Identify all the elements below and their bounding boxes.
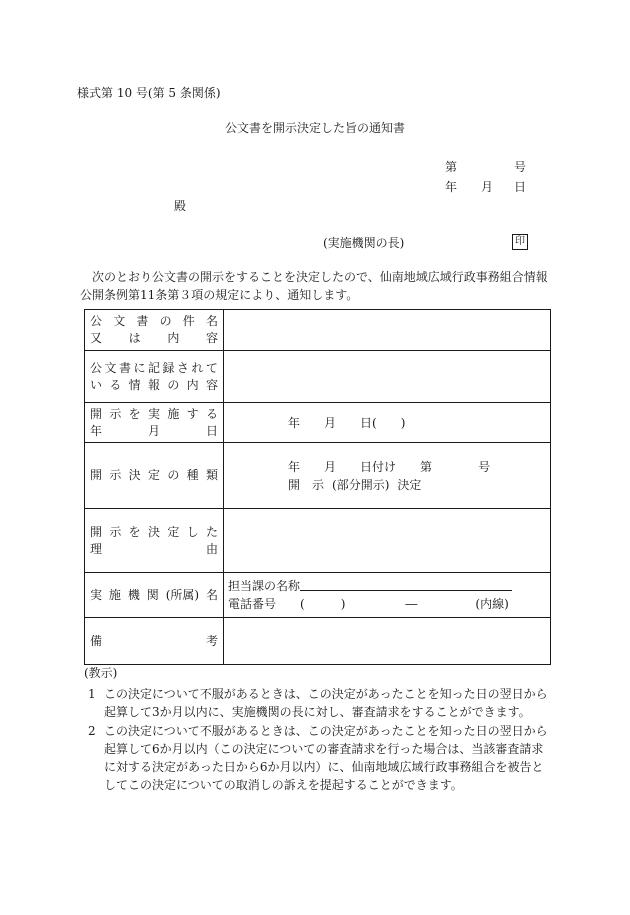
label-decision-type: 開 示 決 定 の 種 類 <box>85 443 224 509</box>
table-row-decision-reason <box>85 509 551 573</box>
tel-label: 電話番号 <box>228 597 277 611</box>
document-title: 公文書を開示決定した旨の通知書 <box>224 121 405 135</box>
number-go: 号 <box>514 160 527 174</box>
instructions-heading: (教示) <box>84 666 118 680</box>
label-document-name: 公 文 書 の 件 名 又 は 内 容 <box>85 310 224 351</box>
label-recorded-info: 公 文 書 に 記 録 さ れ て い る 情 報 の 内 容 <box>85 351 224 403</box>
value-document-name[interactable] <box>224 310 551 351</box>
disclosure-table <box>84 309 551 665</box>
value-decision-type[interactable]: 年 月 日付け 第 号 開 示 (部分開示) 決定 <box>224 443 551 509</box>
instruction-item-1: 1 この決定について不服があるときは、この決定があったことを知った日の翌日から起算して3か月以内に、実施機関の長に対し、審査請求をすることができます。 <box>88 687 548 719</box>
tanto-underline <box>300 577 512 591</box>
table-row-disclosure-date <box>85 403 551 443</box>
instruction-item-2: 2 この決定について不服があるときは、この決定があったことを知った日の翌日から起算して6か月以内（この決定についての審査請求を行った場合は、当該審査請求に対する決定があった日から6か月以内）に、仙南地域広域行政事務組合を被告としてこの決定についての取消しの訴えを提起することができます。 <box>88 724 548 792</box>
table-row-decision-type <box>85 443 551 509</box>
table-row-implementing-agency <box>85 573 551 618</box>
table-row-remarks <box>85 618 551 665</box>
label-remarks: 備 考 <box>85 618 224 665</box>
form-number: 様式第 10 号(第 5 条関係) <box>77 86 221 100</box>
date-month: 月 <box>481 180 494 194</box>
addressee-tono: 殿 <box>174 199 187 213</box>
table-row-document-name <box>85 310 551 351</box>
agency-head-label: (実施機関の長) <box>323 236 405 250</box>
value-implementing-agency[interactable]: 担当課の名称 電話番号 ( ) ― (内線) <box>224 573 551 618</box>
value-decision-reason[interactable] <box>224 509 551 573</box>
value-recorded-info[interactable] <box>224 351 551 403</box>
value-disclosure-date[interactable]: 年 月 日( ) <box>224 403 551 443</box>
number-dai: 第 <box>445 160 458 174</box>
label-disclosure-date: 開 示 を 実 施 す る 年 月 日 <box>85 403 224 443</box>
tanto-label: 担当課の名称 <box>228 579 301 593</box>
table-row-recorded-info <box>85 351 551 403</box>
seal-stamp: 印 <box>512 234 528 250</box>
date-day: 日 <box>514 180 527 194</box>
label-implementing-agency: 実 施 機 関 (所属) 名 <box>85 573 224 618</box>
date-year: 年 <box>445 180 458 194</box>
value-remarks[interactable] <box>224 618 551 665</box>
label-decision-reason: 開 示 を 決 定 し た 理 由 <box>85 509 224 573</box>
body-text: 次のとおり公文書の開示をすることを決定したので、仙南地域広域行政事務組合情報公開条例第11条第３項の規定により、通知します。 <box>80 270 548 302</box>
